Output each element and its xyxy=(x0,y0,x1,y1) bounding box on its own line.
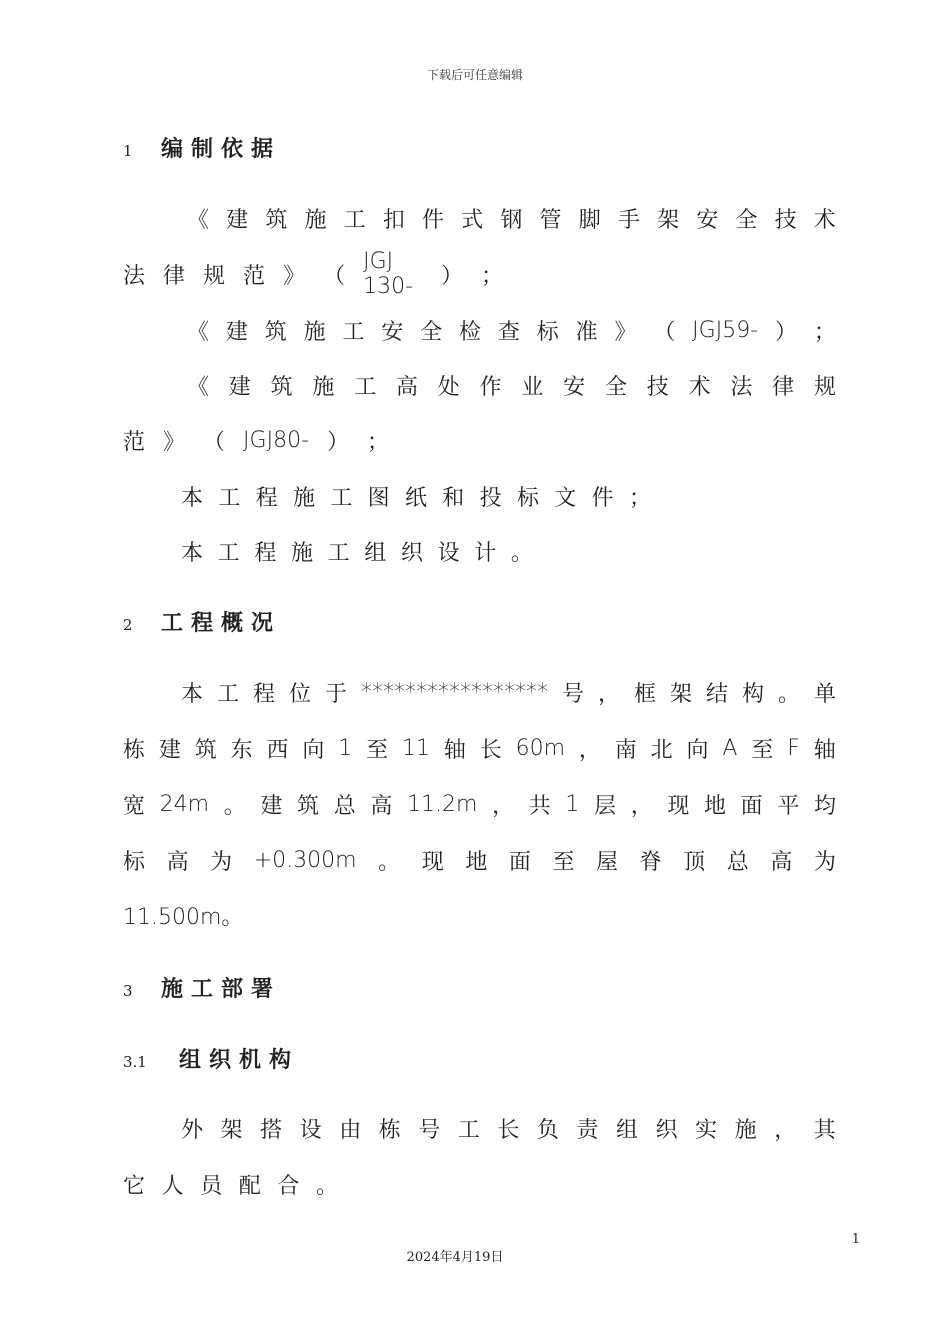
text-token: 工 xyxy=(354,374,377,400)
text-token: 》 xyxy=(283,263,306,289)
paragraph-line xyxy=(123,840,836,880)
text-token: 工 xyxy=(217,681,240,707)
text-token: 合 xyxy=(277,1173,300,1199)
text-token: 筑 xyxy=(194,737,217,763)
text-token: 技 xyxy=(774,207,797,233)
text-token: 标 xyxy=(516,485,539,511)
text-token: 24m xyxy=(159,791,210,817)
text-token: 施 xyxy=(292,485,315,511)
section-title: 编制依据 xyxy=(161,137,282,162)
text-token: 《 xyxy=(187,319,210,345)
text-token: 标 xyxy=(123,849,146,875)
text-token: 共 xyxy=(528,793,551,819)
text-token: （ xyxy=(203,429,226,455)
paragraph-line xyxy=(187,198,836,238)
text-token: ； xyxy=(367,429,390,455)
paragraph-line xyxy=(123,1164,338,1204)
text-token: 长 xyxy=(497,1117,520,1143)
text-token: 宽 xyxy=(123,793,146,819)
section-heading-3 xyxy=(123,972,281,1003)
text-token: 向 xyxy=(302,737,325,763)
text-token: 程 xyxy=(255,485,278,511)
text-token: 轴 xyxy=(443,737,466,763)
text-token: 管 xyxy=(539,207,562,233)
text-token: ， xyxy=(774,1117,797,1143)
text-token: 。 xyxy=(378,849,401,875)
section-number: 3.1 xyxy=(123,1053,147,1071)
text-token: 其 xyxy=(813,1117,836,1143)
paragraph-line xyxy=(181,476,651,516)
text-token: 规 xyxy=(813,374,836,400)
text-token: 组 xyxy=(616,1117,639,1143)
text-token: 织 xyxy=(655,1117,678,1143)
text-token: 》 xyxy=(614,319,637,345)
text-token: 设 xyxy=(299,1117,322,1143)
text-token: 地 xyxy=(465,849,488,875)
text-token: 实 xyxy=(695,1117,718,1143)
text-token: 外 xyxy=(181,1117,204,1143)
text-token: 总 xyxy=(726,849,749,875)
text-token: 它 xyxy=(123,1173,146,1199)
page-header: 下载后可任意编辑 xyxy=(426,68,523,82)
text-token: 。 xyxy=(510,540,533,566)
text-token: 全 xyxy=(735,207,758,233)
text-token: 建 xyxy=(158,737,181,763)
text-token: （ xyxy=(653,319,676,345)
text-token: 施 xyxy=(303,319,326,345)
text-token: 单 xyxy=(813,681,836,707)
text-token: 顶 xyxy=(683,849,706,875)
text-token: 长 xyxy=(479,737,502,763)
text-token: 号 xyxy=(561,681,584,707)
text-token: JGJ80- xyxy=(243,427,310,453)
text-token: 检 xyxy=(459,319,482,345)
text-token: 高 xyxy=(370,793,393,819)
text-token: 和 xyxy=(442,485,465,511)
text-token: ） xyxy=(440,263,463,289)
text-token: 》 xyxy=(163,429,186,455)
text-token: 织 xyxy=(400,540,423,566)
text-token: 组 xyxy=(364,540,387,566)
text-token: 工 xyxy=(218,485,241,511)
text-token: JGJ59- xyxy=(692,317,759,343)
text-token: 。 xyxy=(315,1173,338,1199)
paragraph-line xyxy=(123,249,503,299)
text-token: F xyxy=(787,735,800,761)
text-token: 工 xyxy=(327,540,350,566)
text-token: 人 xyxy=(161,1173,184,1199)
text-token: 由 xyxy=(339,1117,362,1143)
section-heading-2 xyxy=(123,606,281,637)
text-token: 件 xyxy=(591,485,614,511)
text-token: +0.300m xyxy=(253,847,357,873)
text-token: 。 xyxy=(223,793,246,819)
text-token: 。 xyxy=(777,681,800,707)
text-token: 屋 xyxy=(596,849,619,875)
text-token: 图 xyxy=(367,485,390,511)
text-token: 总 xyxy=(333,793,356,819)
text-token: 范 xyxy=(243,263,266,289)
text-token: 工 xyxy=(217,540,240,566)
text-token: 施 xyxy=(734,1117,757,1143)
text-token: 工 xyxy=(457,1117,480,1143)
text-token: ， xyxy=(492,793,515,819)
text-token: 业 xyxy=(521,374,544,400)
text-token: 全 xyxy=(420,319,443,345)
text-token: 术 xyxy=(688,374,711,400)
text-token: ； xyxy=(813,319,836,345)
text-token: 程 xyxy=(254,540,277,566)
text-token: 栋 xyxy=(378,1117,401,1143)
text-token: 纸 xyxy=(404,485,427,511)
text-token: 1 xyxy=(565,791,580,817)
text-token: 地 xyxy=(704,793,727,819)
text-token: 施 xyxy=(290,540,313,566)
text-token: 施 xyxy=(304,207,327,233)
text-token: 构 xyxy=(741,681,764,707)
section-number: 1 xyxy=(123,142,133,160)
text-token: ） xyxy=(774,319,797,345)
text-token: 本 xyxy=(181,540,204,566)
section-heading-3-1 xyxy=(123,1043,299,1074)
text-token: 投 xyxy=(479,485,502,511)
text-token: 程 xyxy=(253,681,276,707)
text-token: 层 xyxy=(594,793,617,819)
text-token: 式 xyxy=(461,207,484,233)
text-token: 文 xyxy=(554,485,577,511)
text-token: 准 xyxy=(575,319,598,345)
text-token: JGJ 130- xyxy=(363,249,414,299)
text-token: 架 xyxy=(220,1117,243,1143)
text-token: 轴 xyxy=(813,737,836,763)
text-token: 法 xyxy=(123,263,146,289)
text-token: 高 xyxy=(770,849,793,875)
paragraph-line xyxy=(187,310,836,350)
text-token: 《 xyxy=(187,374,210,400)
text-token: 高 xyxy=(166,849,189,875)
text-token: 均 xyxy=(813,793,836,819)
text-token: 术 xyxy=(813,207,836,233)
text-token: 律 xyxy=(772,374,795,400)
text-token: 扣 xyxy=(382,207,405,233)
section-number: 2 xyxy=(123,616,133,634)
section-title: 施工部署 xyxy=(161,977,282,1002)
text-token: 60m xyxy=(515,735,566,761)
page-footer-date: 2024年4月19日 xyxy=(406,1250,504,1265)
paragraph-line xyxy=(123,784,836,824)
paragraph-line xyxy=(181,531,533,571)
text-token: 西 xyxy=(266,737,289,763)
paragraph-line xyxy=(123,420,390,460)
text-token: 筑 xyxy=(297,793,320,819)
paragraph-line xyxy=(181,672,836,712)
text-token: 本 xyxy=(181,485,204,511)
text-token: ； xyxy=(480,263,503,289)
text-token: 建 xyxy=(226,207,249,233)
text-token: ； xyxy=(628,485,651,511)
text-token: 配 xyxy=(238,1173,261,1199)
text-token: 安 xyxy=(563,374,586,400)
text-token: 现 xyxy=(667,793,690,819)
text-token: 工 xyxy=(342,319,365,345)
text-token: 南 xyxy=(614,737,637,763)
text-token: 平 xyxy=(777,793,800,819)
text-token: 律 xyxy=(163,263,186,289)
text-token: 范 xyxy=(123,429,146,455)
text-token: 作 xyxy=(479,374,502,400)
text-token: 法 xyxy=(730,374,753,400)
page-number: 1 xyxy=(851,1232,860,1247)
paragraph-line: 11.500m。 xyxy=(123,904,244,930)
section-heading-1 xyxy=(123,132,281,163)
text-token: 面 xyxy=(740,793,763,819)
text-token: 框 xyxy=(633,681,656,707)
text-token: 脊 xyxy=(639,849,662,875)
text-token: 筑 xyxy=(265,207,288,233)
text-token: 至 xyxy=(366,737,389,763)
text-token: ） xyxy=(327,429,350,455)
text-token: 东 xyxy=(230,737,253,763)
paragraph-line xyxy=(187,365,836,405)
text-token: 《 xyxy=(187,207,210,233)
text-token: 全 xyxy=(604,374,627,400)
text-token: 于 xyxy=(325,681,348,707)
text-token: 处 xyxy=(437,374,460,400)
text-token: 建 xyxy=(260,793,283,819)
text-token: 责 xyxy=(576,1117,599,1143)
text-token: 件 xyxy=(422,207,445,233)
section-title: 工程概况 xyxy=(161,611,282,636)
text-token: 架 xyxy=(669,681,692,707)
text-token: 设 xyxy=(437,540,460,566)
text-token: 标 xyxy=(536,319,559,345)
section-title: 组织机构 xyxy=(179,1048,300,1073)
paragraph-line xyxy=(181,1108,836,1148)
text-token: 现 xyxy=(421,849,444,875)
text-token: 1 xyxy=(338,735,353,761)
text-token: 负 xyxy=(536,1117,559,1143)
text-token: 向 xyxy=(686,737,709,763)
text-token: 为 xyxy=(210,849,233,875)
text-token: 11.2m xyxy=(407,791,478,817)
text-token: ， xyxy=(630,793,653,819)
text-token: 工 xyxy=(330,485,353,511)
text-token: （ xyxy=(323,263,346,289)
text-token: 栋 xyxy=(123,737,146,763)
text-token: 11 xyxy=(401,735,430,761)
text-token: 面 xyxy=(508,849,531,875)
text-token: 计 xyxy=(474,540,497,566)
text-token: 至 xyxy=(751,737,774,763)
text-token: 工 xyxy=(343,207,366,233)
text-token: 高 xyxy=(395,374,418,400)
text-token: 员 xyxy=(200,1173,223,1199)
text-token: ***************** xyxy=(361,679,548,705)
text-token: 号 xyxy=(418,1117,441,1143)
text-token: 筑 xyxy=(264,319,287,345)
text-token: 脚 xyxy=(578,207,601,233)
text-token: 结 xyxy=(705,681,728,707)
section-number: 3 xyxy=(123,982,133,1000)
text-token: 本 xyxy=(181,681,204,707)
text-token: 筑 xyxy=(270,374,293,400)
text-token: 施 xyxy=(312,374,335,400)
text-token: ， xyxy=(597,681,620,707)
text-token: 至 xyxy=(552,849,575,875)
text-token: 建 xyxy=(228,374,251,400)
text-token: 搭 xyxy=(260,1117,283,1143)
text-token: A xyxy=(722,735,738,761)
text-token: 建 xyxy=(225,319,248,345)
paragraph-line xyxy=(123,728,836,768)
text-token: 手 xyxy=(617,207,640,233)
text-token: ， xyxy=(578,737,601,763)
text-token: 技 xyxy=(646,374,669,400)
text-token: 北 xyxy=(650,737,673,763)
text-token: 位 xyxy=(289,681,312,707)
text-token: 架 xyxy=(657,207,680,233)
text-token: 安 xyxy=(381,319,404,345)
text-token: 安 xyxy=(696,207,719,233)
text-token: 查 xyxy=(497,319,520,345)
text-token: 为 xyxy=(813,849,836,875)
text-token: 钢 xyxy=(500,207,523,233)
text-token: 规 xyxy=(203,263,226,289)
